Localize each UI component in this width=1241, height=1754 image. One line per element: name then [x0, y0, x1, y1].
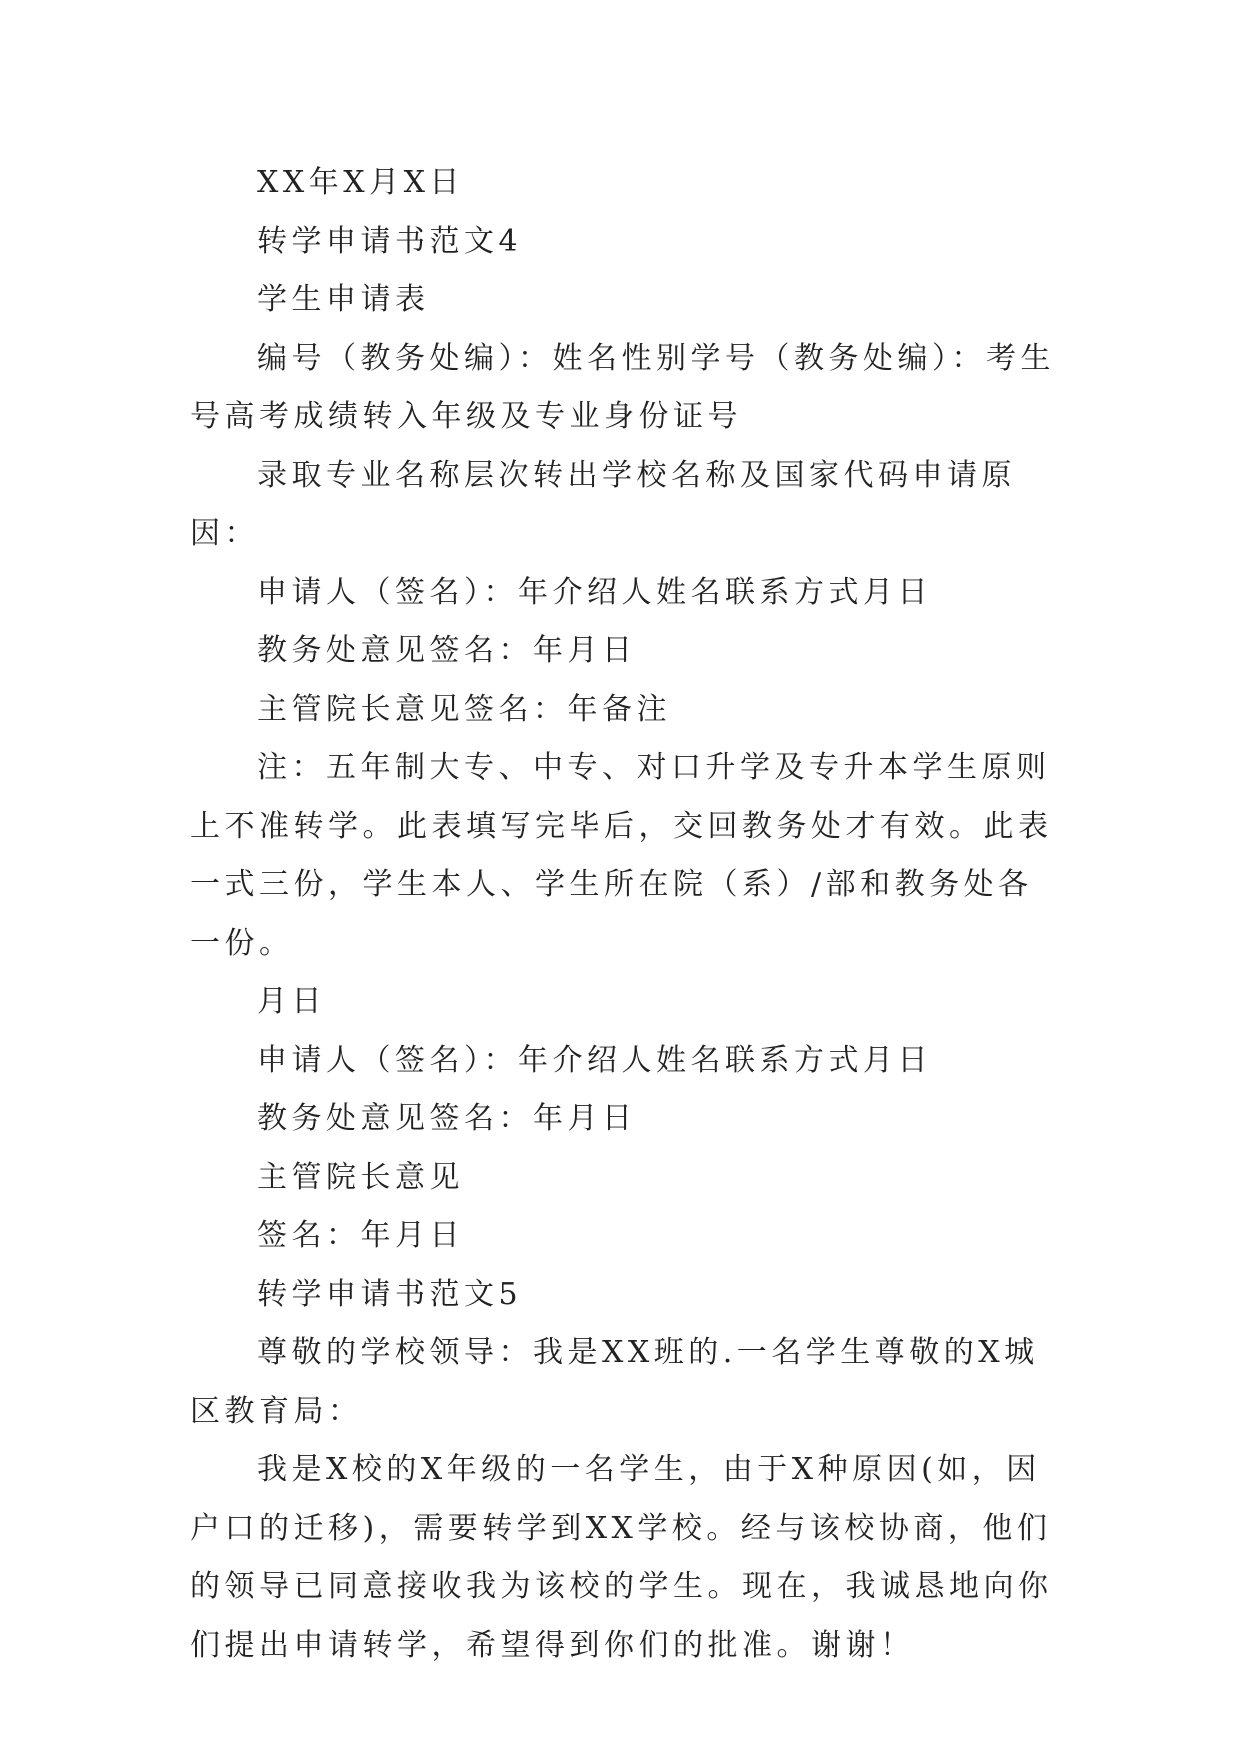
section-heading-5: 转学申请书范文5 — [257, 1276, 523, 1312]
date-line: 月日 — [257, 984, 326, 1019]
applicant-signature-line: 申请人（签名）：年介绍人姓名联系方式月日 — [257, 1042, 932, 1078]
form-fields-line: 编号（教务处编）：姓名性别学号（教务处编）：考生号高考成绩转入年级及专业身份证号 — [190, 340, 1055, 434]
dean-opinion-line: 主管院长意见 — [257, 1159, 464, 1195]
dean-opinion-line: 主管院长意见签名：年备注 — [257, 691, 671, 727]
salutation-paragraph: 尊敬的学校领导：我是XX班的.一名学生尊敬的X城区教育局： — [190, 1335, 1039, 1429]
document-body — [190, 154, 1060, 1675]
date-line: XX年X月X日 — [257, 165, 464, 200]
applicant-signature-line: 申请人（签名）：年介绍人姓名联系方式月日 — [257, 574, 932, 610]
signature-line: 签名：年月日 — [257, 1218, 464, 1253]
body-paragraph: 我是X校的X年级的一名学生，由于X种原因(如，因户口的迁移)，需要转学到XX学校。经与该校协商，他们的领导已同意接收我为该校的学生。现在，我诚恳地向你们提出申请转学，希望得到你们的批准。谢谢！ — [190, 1452, 1053, 1663]
section-heading-4: 转学申请书范文4 — [257, 223, 523, 259]
form-fields-line: 录取专业名称层次转出学校名称及国家代码申请原因： — [190, 457, 1016, 551]
academic-office-opinion-line: 教务处意见签名：年月日 — [257, 1101, 637, 1136]
note-paragraph: 注：五年制大专、中专、对口升学及专升本学生原则上不准转学。此表填写完毕后，交回教务处才有效。此表一式三份，学生本人、学生所在院（系）/部和教务处各一份。 — [190, 750, 1053, 961]
form-title: 学生申请表 — [257, 282, 430, 317]
academic-office-opinion-line: 教务处意见签名：年月日 — [257, 633, 637, 668]
